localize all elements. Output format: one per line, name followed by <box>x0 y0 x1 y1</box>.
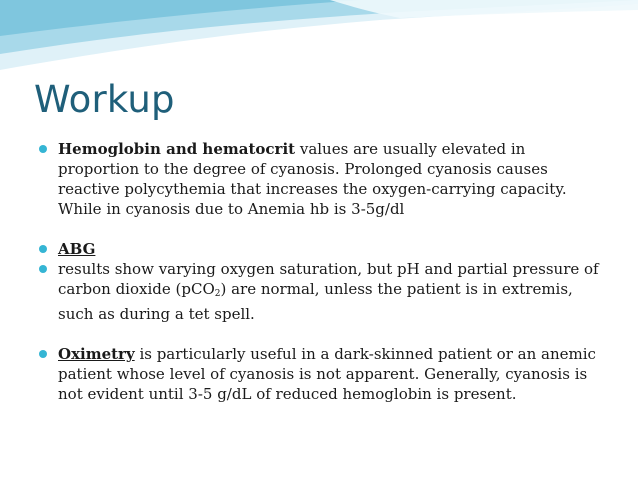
bullet-lead: Oximetry <box>58 345 135 363</box>
header-wave-decoration <box>0 0 638 80</box>
bullet-lead: ABG <box>58 240 96 258</box>
subscript: 2 <box>214 289 221 299</box>
bullet-abg <box>36 239 606 259</box>
bullet-oximetry <box>36 344 606 404</box>
bullet-list <box>36 139 606 404</box>
bullet-abg-results <box>36 259 606 324</box>
bullet-dot-icon <box>39 145 47 153</box>
bullet-lead: Hemoglobin and hematocrit <box>58 140 296 158</box>
bullet-text: ) are normal, unless the patient is in extremis, such as during a tet spell. <box>58 280 573 323</box>
bullet-text: results show varying oxygen saturation, but pH and partial pressure of carbon dioxide (pCO <box>58 260 599 298</box>
bullet-dot-icon <box>39 350 47 358</box>
bullet-text: is particularly useful in a dark-skinned patient or an anemic patient whose level of cyanosis is not apparent. Generally, cyanosis is not evident until 3-5 g/dL of reduced hemoglobin is present. <box>58 345 596 403</box>
bullet-text: values are usually elevated in proportion to the degree of cyanosis. Prolonged cyanosis causes reactive polycythemia that increases the oxygen-carrying capacity. While in cyanosis due to Anemia hb is 3-5g/dl <box>58 140 567 218</box>
bullet-dot-icon <box>39 245 47 253</box>
bullet-hemoglobin <box>36 139 606 219</box>
slide-title: Workup <box>34 78 175 121</box>
bullet-dot-icon <box>39 265 47 273</box>
